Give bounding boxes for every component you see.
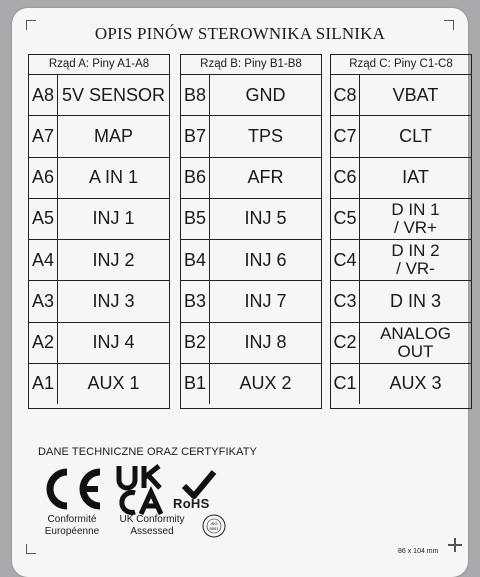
pin-id: A4	[29, 240, 58, 280]
pin-signal: CLT	[399, 125, 432, 146]
pin-signal: VBAT	[392, 84, 439, 105]
pin-id: A7	[29, 116, 58, 156]
ce-mark-icon	[38, 468, 104, 510]
pin-row	[181, 281, 321, 322]
rohs-label: RoHS	[173, 496, 210, 511]
pin-id: C6	[331, 158, 360, 198]
pin-row	[331, 199, 471, 240]
pin-group-a	[28, 54, 170, 409]
crop-mark-bottom-left	[26, 544, 36, 554]
pin-id: C8	[331, 75, 360, 115]
pin-row	[29, 199, 169, 240]
pin-row	[331, 364, 471, 404]
pin-signal: INJ 1	[92, 208, 135, 229]
pin-group-c	[330, 54, 472, 409]
pin-signal: INJ 5	[244, 208, 287, 229]
pin-signal: INJ 3	[92, 290, 135, 311]
pin-signal: AFR	[247, 167, 284, 188]
ce-caption-line-1: Conformité	[47, 514, 97, 525]
pin-signal: D IN 3	[389, 290, 441, 311]
group-header: Rząd B: Piny B1-B8	[181, 55, 321, 75]
pin-id: C3	[331, 281, 360, 321]
pin-row	[181, 199, 321, 240]
group-header: Rząd A: Piny A1-A8	[29, 55, 169, 75]
pin-id: B5	[181, 199, 210, 239]
iso-label-bottom: 9001	[209, 526, 219, 531]
pin-signal: AUX 3	[389, 373, 442, 394]
pin-row	[181, 116, 321, 157]
iso-label-top: ISO	[210, 521, 218, 526]
pin-id: B4	[181, 240, 210, 280]
pin-row	[331, 281, 471, 322]
pin-row	[181, 158, 321, 199]
pin-id: A6	[29, 158, 58, 198]
pin-id: C5	[331, 199, 360, 239]
pin-id: C7	[331, 116, 360, 156]
pin-signal: TPS	[247, 125, 283, 146]
pin-id: B2	[181, 323, 210, 363]
pin-id: A8	[29, 75, 58, 115]
pin-id: A1	[29, 364, 58, 404]
pin-signal: MAP	[93, 125, 133, 146]
pin-row	[29, 158, 169, 199]
pin-row	[29, 116, 169, 157]
pin-row	[29, 281, 169, 322]
page-title: OPIS PINÓW STEROWNIKA SILNIKA	[94, 24, 386, 43]
pin-row	[331, 240, 471, 281]
pin-signal: INJ 4	[92, 332, 135, 353]
pin-id: C1	[331, 364, 360, 404]
pin-id: A2	[29, 323, 58, 363]
pin-id: A5	[29, 199, 58, 239]
pin-signal: ANALOG OUT	[380, 323, 451, 361]
pin-signal: INJ 6	[244, 249, 287, 270]
pin-row	[29, 364, 169, 404]
pin-signal: GND	[245, 84, 286, 105]
pin-row	[181, 323, 321, 364]
pin-signal: AUX 1	[87, 373, 140, 394]
pinout-card	[12, 8, 468, 577]
pin-row	[29, 75, 169, 116]
pin-id: C4	[331, 240, 360, 280]
pin-signal: INJ 7	[244, 290, 287, 311]
ce-caption-line-2: Européenne	[44, 526, 100, 537]
pin-id: B3	[181, 281, 210, 321]
pin-signal: IAT	[402, 167, 429, 188]
certifications-heading: DANE TECHNICZNE ORAZ CERTYFIKATY	[38, 446, 257, 458]
pin-id: B7	[181, 116, 210, 156]
pin-id: A3	[29, 281, 58, 321]
ukca-caption-line-1: UK Conformity	[119, 514, 185, 525]
pin-signal: A IN 1	[88, 167, 139, 188]
ukca-mark-icon	[116, 464, 164, 516]
pin-id: B1	[181, 364, 210, 404]
pin-row	[331, 158, 471, 199]
pin-id: C2	[331, 323, 360, 363]
pin-row	[331, 75, 471, 116]
pin-row	[29, 240, 169, 281]
pin-signal: INJ 8	[244, 332, 287, 353]
pin-row	[181, 75, 321, 116]
pin-signal: AUX 2	[239, 373, 292, 394]
pin-group-b	[180, 54, 322, 409]
ukca-caption-line-2: Assessed	[130, 526, 174, 537]
iso-9001-icon	[202, 514, 226, 538]
pin-signal: INJ 2	[92, 249, 135, 270]
pin-signal: D IN 1 / VR+	[391, 199, 440, 237]
group-header: Rząd C: Piny C1-C8	[331, 55, 471, 75]
pin-row	[181, 364, 321, 404]
pin-row	[181, 240, 321, 281]
dimensions-label: 86 x 104 mm	[398, 548, 439, 555]
pin-row	[331, 116, 471, 157]
pin-id: B8	[181, 75, 210, 115]
pin-id: B6	[181, 158, 210, 198]
crop-mark-bottom-right	[448, 538, 462, 552]
pin-row	[331, 323, 471, 364]
pin-signal: D IN 2 / VR-	[391, 241, 440, 279]
pin-signal: 5V SENSOR	[61, 84, 166, 105]
pin-row	[29, 323, 169, 364]
